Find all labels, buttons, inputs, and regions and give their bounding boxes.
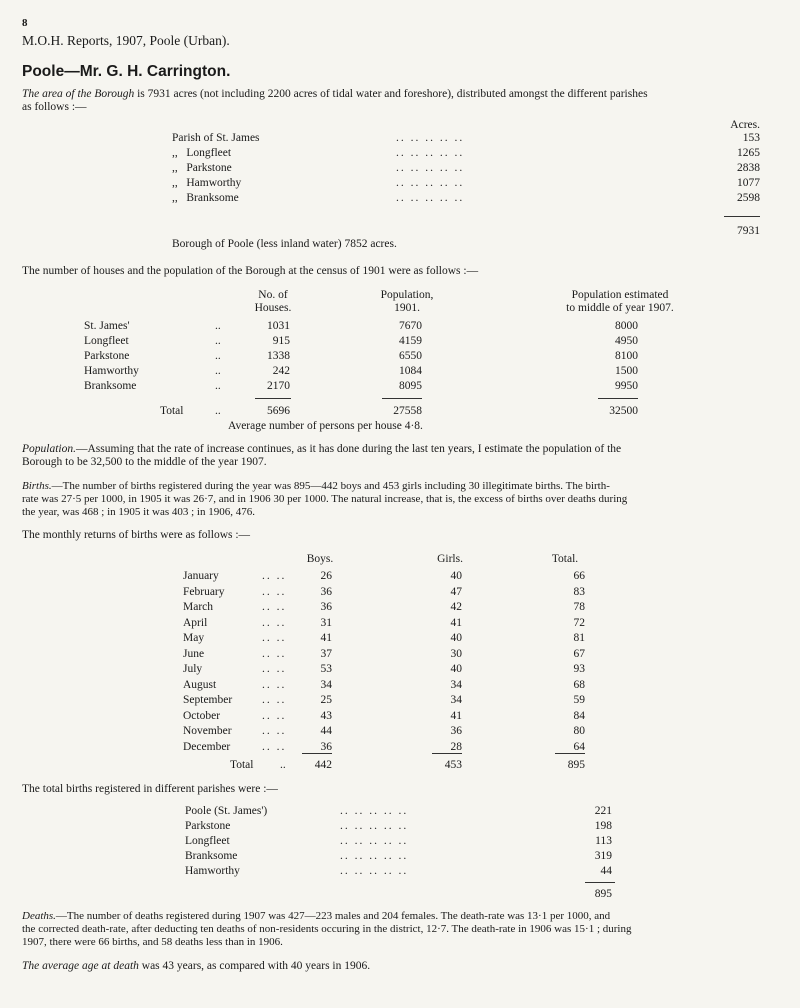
month-total-dots: .. [280,759,286,771]
pop-rule-3 [598,398,638,399]
month-row-name: August [183,678,217,691]
month-row-girls: 41 [450,709,462,722]
pop-total-est: 32500 [609,405,638,417]
pop-total-label: Total [160,405,184,417]
month-row-girls: 41 [450,616,462,629]
month-row-girls: 40 [450,570,462,582]
houses-header-1: No. of [258,289,288,301]
area-row-value: 1265 [737,147,760,159]
month-rule-2 [432,753,462,754]
pop-row-est: 9950 [615,380,638,392]
pop-row-dots: .. [215,320,221,332]
pop-row-parish: Longfleet [84,335,129,347]
pop-row-houses: 2170 [267,380,290,392]
population-para-text: —Assuming that the rate of increase continues, as it has done during the last ten years, I estimate the population of the [76,443,622,455]
births-para-2: rate was 27·5 per 1000, in 1905 it was 26·7, and in 1906 30 per 1000. The natural increase, that is, the excess of births over deaths during [22,493,628,505]
month-row-total: 68 [573,678,585,691]
est-header-1: Population estimated [571,289,669,301]
parish-births-value: 221 [594,805,612,817]
parish-births-name: Poole (St. James') [185,805,268,817]
pop-row-est: 8000 [615,320,638,332]
month-row-total: 67 [573,647,585,660]
births-para-1 [22,480,610,493]
pop-row-houses: 1338 [267,350,290,362]
month-row-total: 59 [573,694,585,706]
area-row-dots: .. .. .. .. .. [396,177,465,189]
month-row-boys: 36 [320,585,332,598]
pop-total-houses: 5696 [267,405,290,417]
pop-rule-1 [255,398,291,399]
area-row-label: ,, Longfleet [172,147,232,159]
month-row-total: 72 [573,616,585,629]
month-row-girls: 42 [450,601,462,613]
area-row-label: ,, Branksome [172,192,239,204]
area-row-value: 2838 [737,162,760,174]
area-row-dots: .. .. .. .. .. [396,132,465,144]
month-row-girls: 30 [450,647,462,660]
parish-births-value: 198 [594,820,612,832]
month-row-boys: 31 [320,616,332,629]
month-row-name: April [183,616,208,629]
month-row-name: February [183,585,225,598]
monthly-intro: The monthly returns of births were as follows :— [22,529,251,541]
month-row-boys: 36 [320,740,332,753]
parish-births-name: Hamworthy [185,865,240,877]
month-total-label: Total [230,759,254,771]
pop-header-1: Population, [380,289,434,301]
month-row-total: 78 [573,601,585,613]
month-row-girls: 34 [450,694,462,706]
area-row-value: 153 [742,132,760,144]
month-row-dots: .. .. [262,585,287,598]
population-intro: The number of houses and the population of the Borough at the census of 1901 were as follows :— [22,265,479,277]
pop-row-houses: 242 [272,365,290,377]
pop-row-pop: 1084 [399,365,422,377]
month-total-boys: 442 [314,759,332,771]
pop-header-2: 1901. [394,302,420,314]
deaths-para-2: the corrected death-rate, after deducting ten deaths of non-residents occuring in the district, 12·7. The death-rate in 1906 was 15·1 ; during [22,923,632,935]
month-row-boys: 25 [320,694,332,706]
page-heading: Poole—Mr. G. H. Carrington. [22,63,231,80]
month-row-girls: 36 [450,725,462,737]
month-row-girls: 40 [450,663,462,675]
parish-births-dots: .. .. .. .. .. [340,805,409,817]
average-age-em: The average age at death [22,960,139,972]
area-row-label: Parish of St. James [172,132,260,144]
month-total-total: 895 [567,759,585,771]
month-row-dots: .. .. [262,694,287,706]
area-total: 7931 [737,225,760,237]
parish-births-total: 895 [594,888,612,900]
houses-header-2: Houses. [254,302,292,314]
pop-row-parish: Parkstone [84,350,130,362]
month-row-dots: .. .. [262,616,287,629]
total-header: Total. [551,553,579,565]
month-row-boys: 43 [320,709,332,722]
deaths-para-label: Deaths. [22,910,56,922]
month-row-dots: .. .. [262,663,287,675]
month-row-name: October [183,709,221,722]
month-row-boys: 37 [320,647,332,660]
parish-births-name: Parkstone [185,820,231,832]
pop-row-parish: Branksome [84,380,137,392]
parish-births-name: Longfleet [185,835,230,847]
pop-row-pop: 6550 [399,350,422,362]
month-row-boys: 34 [320,678,332,691]
population-para-label: Population. [22,443,76,455]
pop-average: Average number of persons per house 4·8. [228,420,423,432]
area-intro-rest: is 7931 acres (not including 2200 acres of tidal water and foreshore), distributed amongst the different parishes [134,88,648,100]
pop-row-dots: .. [215,350,221,362]
deaths-para-1 [22,910,610,923]
month-row-boys: 36 [320,601,332,613]
pop-row-pop: 8095 [399,380,422,392]
area-intro [22,88,648,101]
month-row-dots: .. .. [262,678,287,691]
parish-total-rule [585,882,615,883]
page-marker: 8 [22,17,28,29]
births-para-text: —The number of births registered during the year was 895—442 boys and 453 girls including 30 illegitimate births. The birth- [51,480,610,492]
pop-row-parish: St. James' [84,320,130,332]
pop-row-est: 8100 [615,350,638,362]
population-para-2: Borough to be 32,500 to the middle of the year 1907. [22,456,267,468]
pop-row-dots: .. [215,365,221,377]
average-age-rest: was 43 years, as compared with 40 years in 1906. [138,960,371,972]
pop-row-houses: 1031 [267,320,290,332]
month-row-girls: 28 [450,740,462,753]
month-row-name: January [183,570,219,582]
area-intro-line2: as follows :— [22,101,87,113]
month-row-girls: 47 [450,585,462,598]
boys-header: Boys. [306,553,334,565]
month-row-name: May [183,632,205,644]
parish-births-intro: The total births registered in different parishes were :— [22,783,278,795]
month-row-name: November [183,725,232,737]
parish-births-value: 319 [594,850,612,862]
month-rule-1 [302,753,332,754]
parish-births-value: 113 [595,835,612,847]
area-row-label: ,, Hamworthy [172,177,242,189]
pop-row-est: 1500 [615,365,638,377]
month-row-total: 83 [573,585,585,598]
births-para-3: the year, was 468 ; in 1905 it was 403 ; in 1906, 476. [22,506,255,518]
month-row-dots: .. .. [262,709,287,722]
month-row-boys: 41 [320,632,332,644]
month-row-total: 93 [573,663,585,675]
month-row-name: July [183,663,203,675]
month-row-name: September [183,694,233,706]
average-age-line [22,960,370,973]
parish-births-value: 44 [600,865,612,877]
pop-row-pop: 4159 [399,335,422,347]
month-row-boys: 53 [320,663,332,675]
pop-row-dots: .. [215,335,221,347]
area-total-rule [724,216,760,217]
parish-births-dots: .. .. .. .. .. [340,835,409,847]
month-row-total: 84 [573,709,585,722]
pop-row-parish: Hamworthy [84,365,139,377]
month-row-total: 80 [573,725,585,737]
pop-row-est: 4950 [615,335,638,347]
births-para-label: Births. [22,480,52,492]
month-row-total: 81 [573,632,585,644]
month-rule-3 [555,753,585,754]
month-row-name: June [183,647,205,660]
area-note: Borough of Poole (less inland water) 7852 acres. [172,238,397,250]
month-row-dots: .. .. [262,725,287,737]
area-intro-em: The area of the Borough [22,88,135,100]
month-row-dots: .. .. [262,632,287,644]
month-total-girls: 453 [444,759,462,771]
report-title: M.O.H. Reports, 1907, Poole (Urban). [22,33,230,48]
pop-row-pop: 7670 [399,320,422,332]
month-row-dots: .. .. [262,647,287,660]
deaths-para-text: —The number of deaths registered during 1907 was 427—223 males and 204 females. The death-rate was 13·1 per 1000, and [55,910,611,922]
parish-births-dots: .. .. .. .. .. [340,850,409,862]
month-row-total: 64 [573,740,585,753]
month-row-name: March [183,601,214,613]
month-row-dots: .. .. [262,740,287,753]
parish-births-dots: .. .. .. .. .. [340,820,409,832]
area-row-dots: .. .. .. .. .. [396,162,465,174]
pop-rule-2 [382,398,422,399]
area-row-value: 2598 [737,192,760,204]
month-row-dots: .. .. [262,570,287,582]
area-row-dots: .. .. .. .. .. [396,147,465,159]
month-row-girls: 34 [450,678,462,691]
month-row-total: 66 [573,570,585,582]
acres-header: Acres. [730,119,760,131]
est-header-2: to middle of year 1907. [566,302,674,314]
parish-births-name: Branksome [185,850,238,862]
month-row-dots: .. .. [262,601,287,613]
deaths-para-3: 1907, there were 66 births, and 58 deaths less than in 1906. [22,936,283,948]
month-row-boys: 44 [320,725,332,737]
month-row-name: December [183,740,231,753]
month-row-girls: 40 [450,632,462,644]
pop-row-houses: 915 [272,335,290,347]
pop-total-pop: 27558 [393,405,422,417]
area-row-dots: .. .. .. .. .. [396,192,465,204]
parish-births-dots: .. .. .. .. .. [340,865,409,877]
girls-header: Girls. [437,553,463,565]
pop-total-dots: .. [215,405,221,417]
area-row-value: 1077 [737,177,760,189]
population-para-1 [22,443,621,456]
month-row-boys: 26 [320,570,332,582]
pop-row-dots: .. [215,380,221,392]
area-row-label: ,, Parkstone [172,162,232,174]
